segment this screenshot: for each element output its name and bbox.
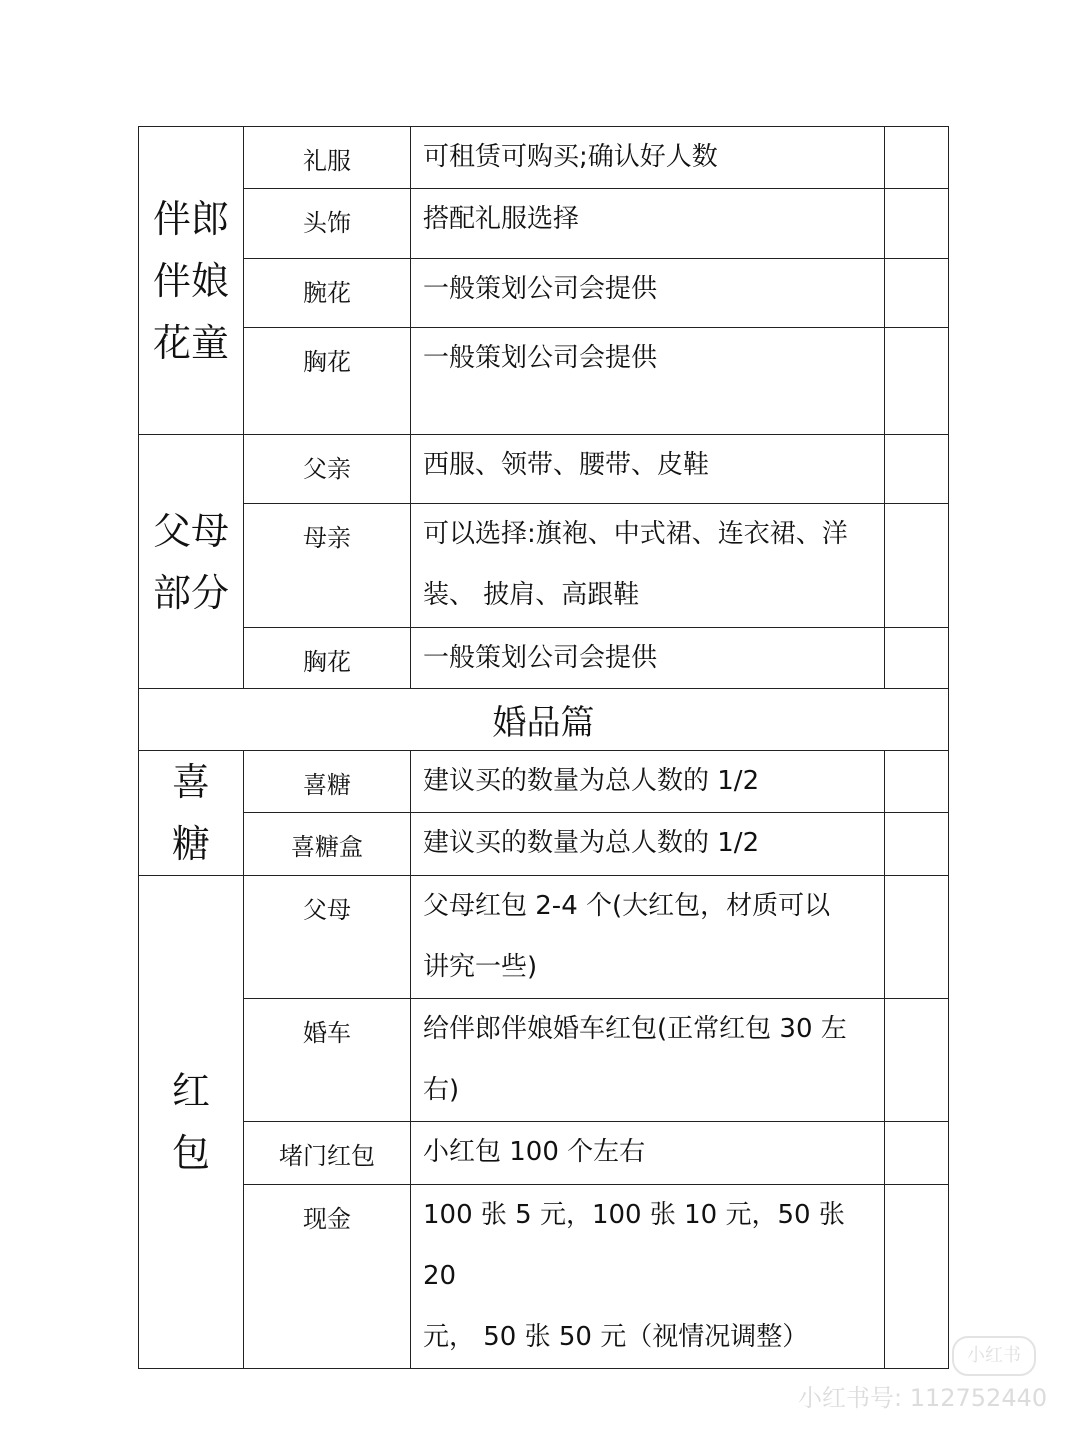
table-row: [139, 189, 949, 259]
desc-cell: 一般策划公司会提供: [411, 628, 885, 689]
watermark-id: 小红书号: 112752440: [798, 1384, 1048, 1412]
table-row: [139, 628, 949, 689]
desc-cell: 小红包 100 个左右: [411, 1122, 885, 1185]
item-cell: 母亲: [244, 504, 411, 628]
table-row: [139, 127, 949, 189]
desc-cell: 给伴郎伴娘婚车红包(正常红包 30 左 右): [411, 999, 885, 1122]
check-cell: [885, 751, 949, 813]
item-cell: 婚车: [244, 999, 411, 1122]
item-cell: 现金: [244, 1185, 411, 1369]
table-row: [139, 435, 949, 504]
check-cell: [885, 876, 949, 999]
item-cell: 胸花: [244, 628, 411, 689]
desc-cell: 建议买的数量为总人数的 1/2: [411, 813, 885, 876]
wedding-checklist-table: [138, 126, 949, 1369]
check-cell: [885, 504, 949, 628]
table-row: [139, 999, 949, 1122]
watermark-logo: 小红书: [952, 1336, 1036, 1376]
table-row: [139, 1185, 949, 1369]
table-row: [139, 751, 949, 813]
check-cell: [885, 259, 949, 328]
category-attendants: 伴郎 伴娘 花童: [139, 127, 244, 435]
desc-cell: 建议买的数量为总人数的 1/2: [411, 751, 885, 813]
section-title: 婚品篇: [139, 689, 949, 751]
category-candy: 喜 糖: [139, 751, 244, 876]
table-row: [139, 1122, 949, 1185]
table-row: [139, 813, 949, 876]
item-cell: 喜糖盒: [244, 813, 411, 876]
check-cell: [885, 127, 949, 189]
check-cell: [885, 1185, 949, 1369]
desc-cell: 父母红包 2-4 个(大红包，材质可以 讲究一些): [411, 876, 885, 999]
item-cell: 腕花: [244, 259, 411, 328]
table-row: [139, 504, 949, 628]
table-row: [139, 689, 949, 751]
check-cell: [885, 999, 949, 1122]
category-red-envelope: 红 包: [139, 876, 244, 1369]
category-parents: 父母 部分: [139, 435, 244, 689]
desc-cell: 可租赁可购买;确认好人数: [411, 127, 885, 189]
desc-cell: 一般策划公司会提供: [411, 259, 885, 328]
item-cell: 父母: [244, 876, 411, 999]
item-cell: 堵门红包: [244, 1122, 411, 1185]
table-row: [139, 328, 949, 435]
table-row: [139, 876, 949, 999]
check-cell: [885, 328, 949, 435]
desc-cell: 100 张 5 元，100 张 10 元，50 张 20 元， 50 张 50 元（视情况调整）: [411, 1185, 885, 1369]
desc-cell: 一般策划公司会提供: [411, 328, 885, 435]
check-cell: [885, 435, 949, 504]
desc-cell: 可以选择:旗袍、中式裙、连衣裙、洋 装、 披肩、高跟鞋: [411, 504, 885, 628]
check-cell: [885, 813, 949, 876]
desc-cell: 搭配礼服选择: [411, 189, 885, 259]
desc-cell: 西服、领带、腰带、皮鞋: [411, 435, 885, 504]
check-cell: [885, 1122, 949, 1185]
item-cell: 礼服: [244, 127, 411, 189]
item-cell: 父亲: [244, 435, 411, 504]
item-cell: 喜糖: [244, 751, 411, 813]
item-cell: 头饰: [244, 189, 411, 259]
table-row: [139, 259, 949, 328]
item-cell: 胸花: [244, 328, 411, 435]
check-cell: [885, 628, 949, 689]
check-cell: [885, 189, 949, 259]
